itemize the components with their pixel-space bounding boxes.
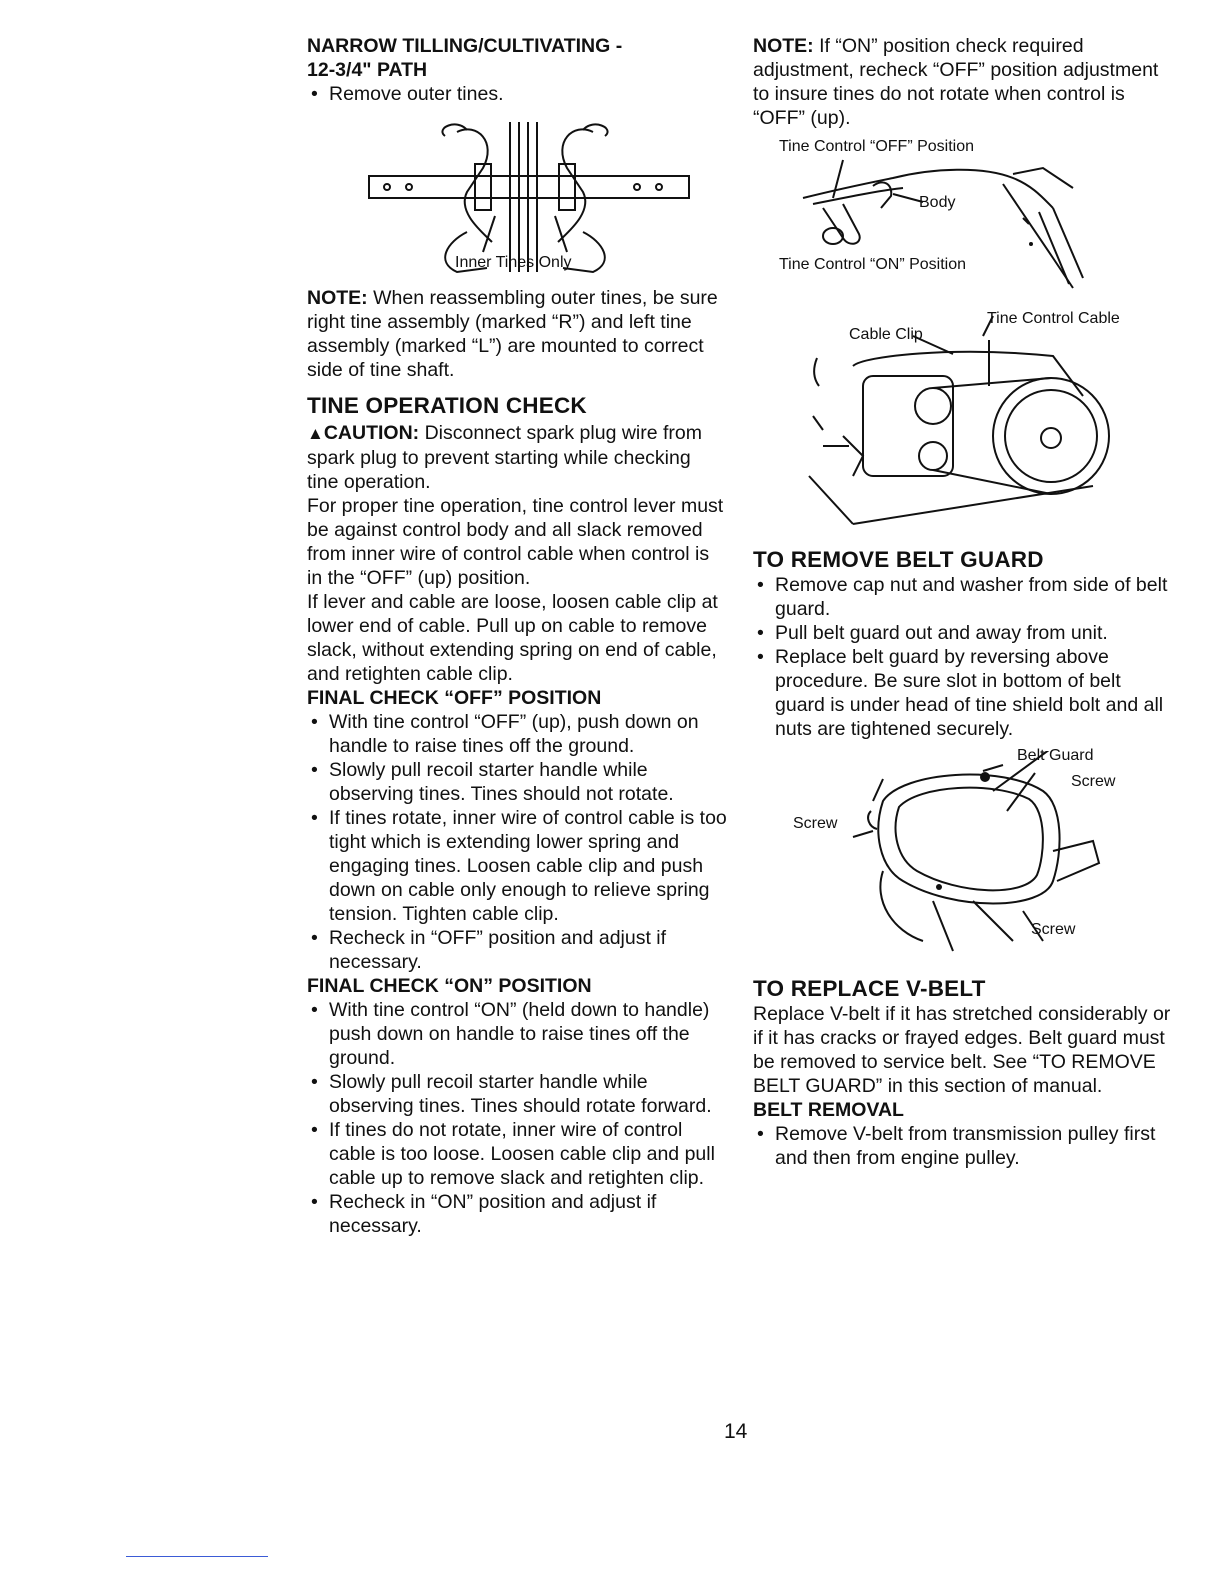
list-item: • Recheck in “ON” position and adjust if necessary. — [307, 1190, 727, 1238]
inner-tines-figure — [307, 112, 727, 284]
belt-removal-heading: BELT REMOVAL — [753, 1099, 904, 1121]
tine-control-on-label: Tine Control “ON” Position — [779, 256, 967, 273]
list-item: • Recheck in “OFF” position and adjust if necessary. — [307, 926, 727, 974]
note-label: NOTE: — [307, 287, 368, 309]
list-item: • Slowly pull recoil starter handle while observing tines. Tines should not rotate. — [307, 758, 727, 806]
caution-paragraph — [307, 421, 727, 494]
caution-label: CAUTION: — [323, 422, 420, 444]
footer-divider — [126, 1556, 268, 1557]
final-check-on-heading: FINAL CHECK “ON” POSITION — [307, 975, 592, 997]
list-item: • Pull belt guard out and away from unit. — [753, 621, 1173, 645]
control-body-label: Body — [919, 194, 956, 211]
tine-control-illustration — [753, 138, 1173, 298]
screw-label-right: Screw — [1071, 773, 1116, 790]
list-item: • With tine control “OFF” (up), push down on handle to raise tines off the ground. — [307, 710, 727, 758]
screw-label-left: Screw — [793, 815, 838, 832]
narrow-tilling-heading-2: 12-3/4" PATH — [307, 59, 428, 81]
recheck-note — [753, 34, 1173, 130]
list-item: • Remove cap nut and washer from side of belt guard. — [753, 573, 1173, 621]
remove-belt-guard-list — [753, 573, 1173, 741]
final-check-off-heading: FINAL CHECK “OFF” POSITION — [307, 687, 602, 709]
narrow-tilling-heading-1: NARROW TILLING/CULTIVATING - — [307, 35, 623, 57]
final-check-off-list — [307, 710, 727, 974]
replace-vbelt-paragraph: Replace V-belt if it has stretched considerably or if it has cracks or frayed edges. Belt guard must be removed to service belt. See “TO REMOVE BELT GUARD” in this section of manual. — [753, 1003, 1171, 1097]
tine-operation-paragraph-2: If lever and cable are loose, loosen cable clip at lower end of cable. Pull up on cable to remove slack, without extending spring on end of cable, and retighten cable clip. — [307, 591, 718, 685]
tine-control-cable-label: Tine Control Cable — [987, 310, 1120, 327]
narrow-tilling-list — [307, 82, 727, 106]
note-label: NOTE: — [753, 35, 814, 57]
screw-label-bottom: Screw — [1031, 921, 1076, 938]
list-item: • If tines rotate, inner wire of control cable is too tight which is extending lower spring and engaging tines. Loosen cable clip and push down on cable only enough to relieve spring tension. Tighten cable clip. — [307, 806, 727, 926]
page-number: 14 — [724, 1420, 748, 1443]
belt-guard-label: Belt Guard — [1017, 747, 1094, 764]
cable-clip-illustration — [753, 306, 1173, 538]
list-item: • With tine control “ON” (held down to handle) push down on handle to raise tines off the ground. — [307, 998, 727, 1070]
list-item: • Replace belt guard by reversing above procedure. Be sure slot in bottom of belt guard is under head of tine shield bolt and all nuts are tightened securely. — [753, 645, 1173, 741]
belt-guard-figure — [753, 747, 1173, 969]
cable-figure — [753, 306, 1173, 538]
tine-operation-paragraph-1: For proper tine operation, tine control lever must be against control body and all slack removed from inner wire of control cable when control is in the “OFF” (up) position. — [307, 495, 724, 589]
note-text: If “ON” position check required adjustment, recheck “OFF” position adjustment to insure tines do not rotate when control is “OFF” (up). — [753, 35, 1159, 129]
list-item: • Remove outer tines. — [307, 82, 727, 106]
note-text: When reassembling outer tines, be sure right tine assembly (marked “R”) and left tine assembly (marked “L”) are mounted to correct side of tine shaft. — [307, 287, 718, 381]
tine-control-off-label: Tine Control “OFF” Position — [779, 138, 975, 155]
right-column — [753, 34, 1173, 1170]
list-item: • If tines do not rotate, inner wire of control cable is too loose. Loosen cable clip and pull cable up to remove slack and retighten clip. — [307, 1118, 727, 1190]
replace-vbelt-heading: TO REPLACE V-BELT — [753, 976, 986, 1001]
warning-triangle-icon: ▲ — [307, 424, 324, 443]
inner-tines-label: Inner Tines Only — [455, 254, 572, 271]
list-item: • Slowly pull recoil starter handle while observing tines. Tines should rotate forward. — [307, 1070, 727, 1118]
tine-operation-heading: TINE OPERATION CHECK — [307, 393, 587, 418]
final-check-on-list — [307, 998, 727, 1238]
list-item: • Remove V-belt from transmission pulley first and then from engine pulley. — [753, 1122, 1173, 1170]
caution-text: Disconnect spark plug wire from spark plug to prevent starting while checking tine operation. — [307, 422, 703, 493]
tine-control-figure — [753, 138, 1173, 298]
cable-clip-label: Cable Clip — [849, 326, 923, 343]
left-column — [307, 34, 727, 1238]
reassembly-note — [307, 286, 727, 382]
belt-removal-list — [753, 1122, 1173, 1170]
remove-belt-guard-heading: TO REMOVE BELT GUARD — [753, 547, 1044, 572]
